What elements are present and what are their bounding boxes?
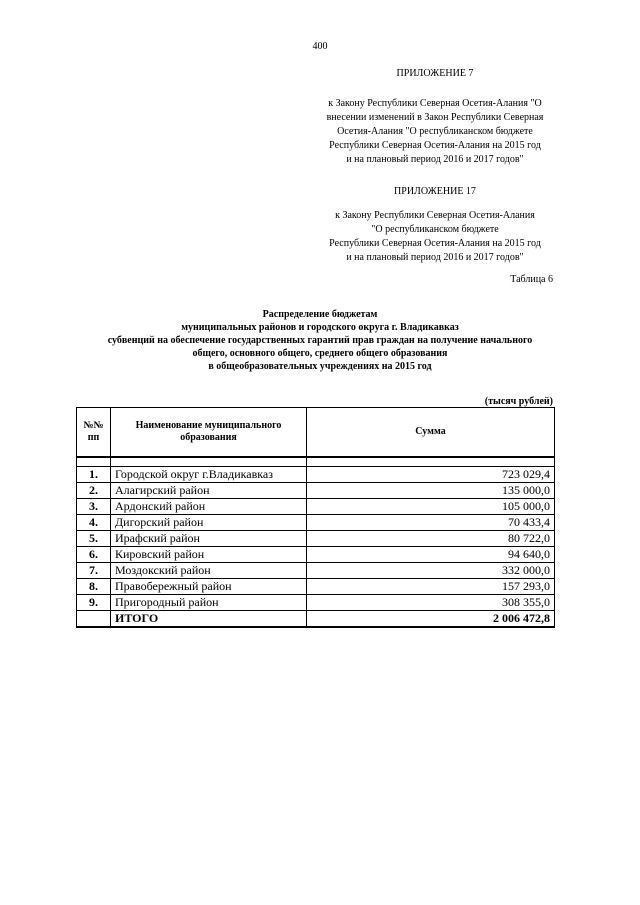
appendix-17-line: и на плановый период 2016 и 2017 годов" bbox=[346, 252, 524, 263]
row-sum: 723 029,4 bbox=[307, 467, 555, 483]
total-row bbox=[77, 611, 555, 628]
appendix-17-line: "О республиканском бюджете bbox=[371, 224, 499, 235]
row-num: 3. bbox=[77, 499, 111, 515]
row-num: 8. bbox=[77, 579, 111, 595]
row-sum: 70 433,4 bbox=[307, 515, 555, 531]
appendix-17-title: ПРИЛОЖЕНИЕ 17 bbox=[394, 186, 476, 197]
row-sum: 135 000,0 bbox=[307, 483, 555, 499]
appendix-7-title: ПРИЛОЖЕНИЕ 7 bbox=[396, 68, 474, 79]
table-row bbox=[77, 531, 555, 547]
row-name: Правобережный район bbox=[111, 579, 307, 595]
row-num: 9. bbox=[77, 595, 111, 611]
appendix-7-line: внесении изменений в Закон Республики Северная bbox=[326, 112, 544, 123]
document-title bbox=[60, 308, 580, 373]
table-label: Таблица 6 bbox=[510, 274, 553, 285]
row-name: Моздокский район bbox=[111, 563, 307, 579]
page-number: 400 bbox=[312, 41, 328, 52]
row-sum: 94 640,0 bbox=[307, 547, 555, 563]
row-sum: 308 355,0 bbox=[307, 595, 555, 611]
table-row bbox=[77, 483, 555, 499]
row-name: Дигорский район bbox=[111, 515, 307, 531]
row-sum: 157 293,0 bbox=[307, 579, 555, 595]
row-name: Пригородный район bbox=[111, 595, 307, 611]
row-num: 6. bbox=[77, 547, 111, 563]
table-row bbox=[77, 579, 555, 595]
row-name: Кировский район bbox=[111, 547, 307, 563]
row-sum: 332 000,0 bbox=[307, 563, 555, 579]
units-label: (тысяч рублей) bbox=[484, 396, 553, 407]
total-sum: 2 006 472,8 bbox=[307, 611, 555, 628]
table-row bbox=[77, 467, 555, 483]
appendix-7-line: и на плановый период 2016 и 2017 годов" bbox=[346, 154, 524, 165]
appendix-7-line: Республики Северная Осетия-Алания на 2015 год bbox=[329, 140, 541, 151]
row-name: Алагирский район bbox=[111, 483, 307, 499]
header-num: №№ пп bbox=[77, 408, 111, 458]
header-name: Наименование муниципального образования bbox=[111, 408, 307, 458]
appendix-17 bbox=[300, 185, 570, 265]
row-name: Ирафский район bbox=[111, 531, 307, 547]
row-num: 4. bbox=[77, 515, 111, 531]
row-name: Городской округ г.Владикавказ bbox=[111, 467, 307, 483]
total-num bbox=[77, 611, 111, 628]
total-label: ИТОГО bbox=[111, 611, 307, 628]
row-sum: 105 000,0 bbox=[307, 499, 555, 515]
appendix-17-line: к Закону Республики Северная Осетия-Алания bbox=[335, 210, 535, 221]
appendix-7 bbox=[300, 67, 570, 167]
table-header-row bbox=[77, 408, 555, 458]
row-sum: 80 722,0 bbox=[307, 531, 555, 547]
title-line: общего, основного общего, среднего общего образования bbox=[192, 348, 448, 359]
row-num: 7. bbox=[77, 563, 111, 579]
budget-table bbox=[76, 407, 555, 628]
header-sum: Сумма bbox=[307, 408, 555, 458]
title-line: Распределение бюджетам bbox=[262, 309, 378, 320]
table-row bbox=[77, 515, 555, 531]
appendix-17-line: Республики Северная Осетия-Алания на 2015 год bbox=[329, 238, 541, 249]
title-line: субвенций на обеспечение государственных гарантий прав граждан на получение начального bbox=[107, 335, 533, 346]
row-name: Ардонский район bbox=[111, 499, 307, 515]
row-num: 1. bbox=[77, 467, 111, 483]
table-row bbox=[77, 499, 555, 515]
appendix-7-line: Осетия-Алания "О республиканском бюджете bbox=[337, 126, 533, 137]
table-row bbox=[77, 547, 555, 563]
table-row bbox=[77, 563, 555, 579]
title-line: в общеобразовательных учреждениях на 2015 год bbox=[208, 361, 432, 372]
title-line: муниципальных районов и городского округа г. Владикавказ bbox=[181, 322, 459, 333]
appendix-7-line: к Закону Республики Северная Осетия-Алания "О bbox=[328, 98, 542, 109]
table-row bbox=[77, 595, 555, 611]
row-num: 2. bbox=[77, 483, 111, 499]
spacer-row bbox=[77, 457, 555, 467]
row-num: 5. bbox=[77, 531, 111, 547]
